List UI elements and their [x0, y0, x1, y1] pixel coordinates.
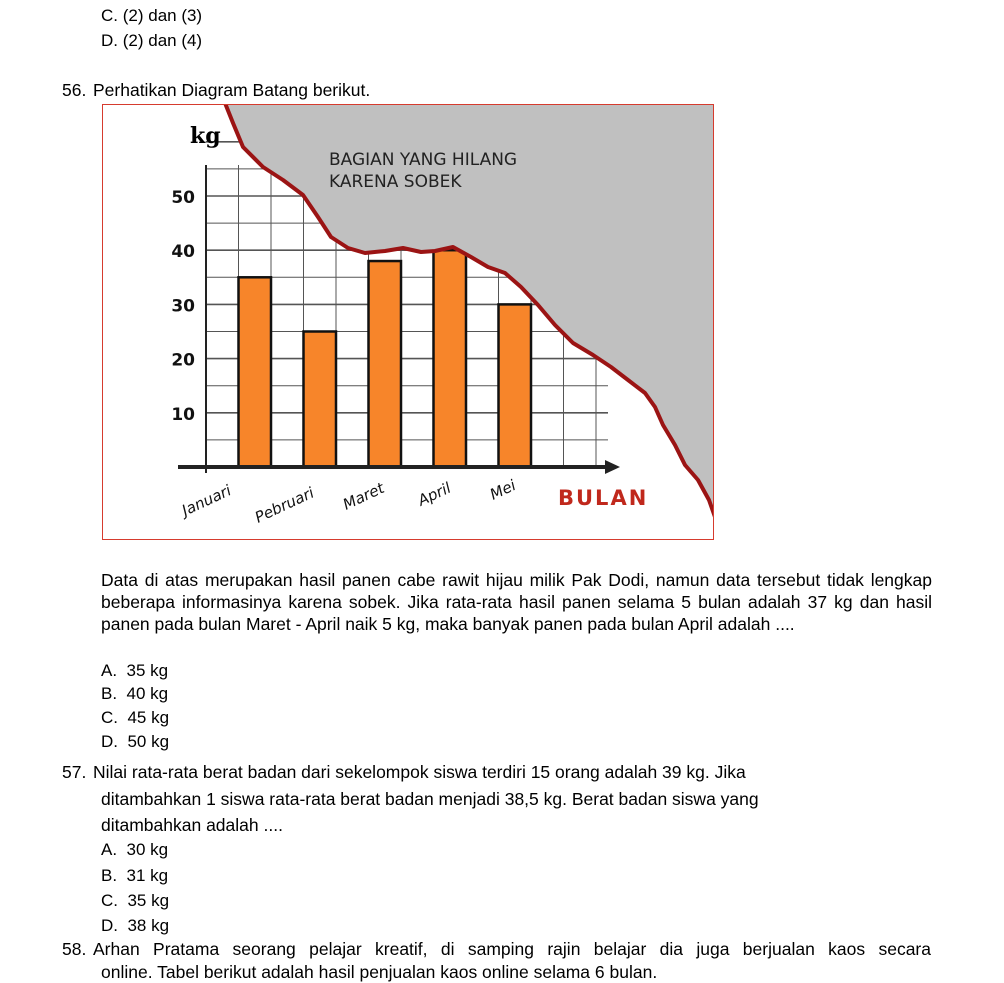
- option-letter: A.: [101, 840, 118, 859]
- q57-line3: ditambahkan adalah ....: [101, 815, 283, 835]
- q57-option-c[interactable]: [101, 891, 169, 911]
- y-tick-label: 20: [171, 350, 195, 371]
- prev-option-d[interactable]: [101, 31, 202, 51]
- x-axis-arrow: [605, 460, 620, 474]
- torn-note-line1: BAGIAN YANG HILANG: [329, 150, 518, 170]
- option-text: 38 kg: [127, 916, 170, 935]
- q56-option-c[interactable]: [101, 708, 169, 728]
- q57-number: 57.: [62, 762, 87, 782]
- option-text: 31 kg: [126, 866, 169, 885]
- option-letter: C.: [101, 708, 118, 727]
- y-tick-label: 40: [171, 242, 195, 263]
- y-tick-label: 50: [171, 188, 195, 208]
- q56-option-d[interactable]: [101, 732, 169, 752]
- option-letter: B.: [101, 684, 118, 703]
- bar-chart: [102, 104, 714, 540]
- bar-januari: [239, 277, 272, 467]
- q56-number: 56.: [62, 80, 87, 100]
- option-text: 35 kg: [126, 661, 169, 680]
- x-tick-label: April: [415, 478, 454, 510]
- q58-number: 58.: [62, 939, 87, 959]
- q57-option-b[interactable]: [101, 866, 168, 886]
- q57-line1: Nilai rata-rata berat badan dari sekelompok siswa terdiri 15 orang adalah 39 kg. Jika: [93, 762, 746, 782]
- q57-option-d[interactable]: [101, 916, 169, 936]
- option-letter: C.: [101, 891, 118, 910]
- x-tick-label: Januari: [179, 481, 234, 520]
- y-tick-label: 10: [171, 404, 195, 425]
- q58-line1: Arhan Pratama seorang pelajar kreatif, di samping rajin belajar dia juga berjualan kaos secara: [93, 939, 931, 959]
- q57-option-a[interactable]: [101, 840, 168, 860]
- option-letter: D.: [101, 916, 118, 935]
- bar-mei: [499, 304, 532, 467]
- bar-pebruari: [304, 332, 337, 468]
- y-tick-label: 30: [171, 296, 195, 317]
- q56-body: Data di atas merupakan hasil panen cabe rawit hijau milik Pak Dodi, namun data tersebut tidak lengkap beberapa informasinya karena sobek. Jika rata-rata hasil panen selama 5 bulan adalah 37 kg dan hasil panen pada bulan Maret - April naik 5 kg, maka banyak panen pada bulan April adalah ....: [101, 570, 932, 634]
- option-text: 45 kg: [127, 708, 170, 727]
- option-letter: D.: [101, 732, 118, 751]
- q56-prompt: Perhatikan Diagram Batang berikut.: [93, 80, 371, 100]
- option-text: (2) dan (4): [122, 31, 203, 50]
- x-axis-label: BULAN: [558, 486, 649, 510]
- x-tick-label: Mei: [487, 476, 519, 504]
- y-axis-label: kg: [190, 123, 221, 149]
- x-tick-label: Maret: [340, 478, 388, 514]
- option-letter: A.: [101, 661, 118, 680]
- option-text: 30 kg: [126, 840, 169, 859]
- prev-option-c[interactable]: [101, 6, 202, 26]
- q57-line2: ditambahkan 1 siswa rata-rata berat badan menjadi 38,5 kg. Berat badan siswa yang: [101, 789, 759, 809]
- bar-maret: [369, 261, 402, 467]
- option-text: 35 kg: [127, 891, 170, 910]
- torn-note-line2: KARENA SOBEK: [329, 172, 462, 192]
- q56-option-a[interactable]: [101, 661, 168, 681]
- option-text: 40 kg: [126, 684, 169, 703]
- option-letter: C.: [101, 6, 118, 25]
- option-letter: B.: [101, 866, 118, 885]
- option-text: (2) dan (3): [122, 6, 203, 25]
- bar-chart-svg: [103, 105, 713, 539]
- q56-option-b[interactable]: [101, 684, 168, 704]
- option-letter: D.: [101, 31, 118, 50]
- x-tick-label: Pebruari: [252, 483, 317, 527]
- option-text: 50 kg: [127, 732, 170, 751]
- bar-april: [434, 250, 467, 467]
- q58-line2: online. Tabel berikut adalah hasil penjualan kaos online selama 6 bulan.: [101, 962, 658, 982]
